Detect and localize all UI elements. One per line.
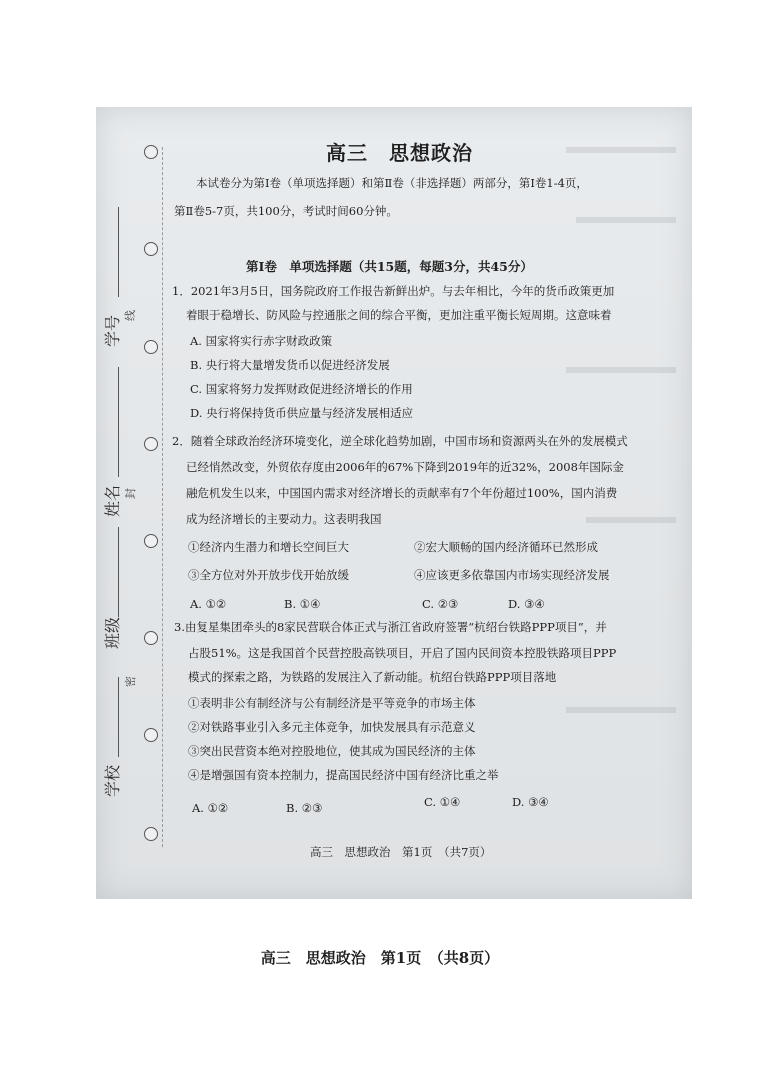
binding-hole bbox=[144, 728, 158, 742]
name-blank bbox=[118, 367, 119, 477]
photographed-exam-page bbox=[96, 107, 692, 899]
binding-hole bbox=[144, 534, 158, 548]
q2-line-1: 2．随着全球政治经济环境变化，逆全球化趋势加剧，中国市场和资源两头在外的发展模式 bbox=[172, 434, 628, 448]
school-blank bbox=[118, 677, 119, 757]
mark-seal: 封 bbox=[124, 488, 137, 499]
q2-option-a: A. ①② bbox=[190, 597, 227, 611]
q2-statement-2: ②宏大顺畅的国内经济循环已然形成 bbox=[414, 540, 598, 554]
q2-statement-3: ③全方位对外开放步伐开始放缓 bbox=[188, 568, 349, 582]
q3-statement-3: ③突出民营资本绝对控股地位，使其成为国民经济的主体 bbox=[188, 744, 476, 758]
class-blank bbox=[118, 527, 119, 617]
mark-secret: 密 bbox=[124, 676, 137, 687]
binding-dashed-line bbox=[162, 147, 163, 847]
binding-hole bbox=[144, 827, 158, 841]
intro-line-2: 第Ⅱ卷5-7页，共100分，考试时间60分钟。 bbox=[174, 204, 398, 218]
label-school: 学校 bbox=[103, 764, 122, 797]
show-through-text bbox=[586, 517, 676, 523]
binding-hole bbox=[144, 631, 158, 645]
intro-line-1: 本试卷分为第Ⅰ卷（单项选择题）和第Ⅱ卷（非选择题）两部分，第Ⅰ卷1-4页， bbox=[196, 176, 588, 190]
q2-statement-4: ④应该更多依靠国内市场实现经济发展 bbox=[414, 568, 610, 582]
q2-statement-1: ①经济内生潜力和增长空间巨大 bbox=[188, 540, 349, 554]
outer-page-footer: 高三 思想政治 第1页 （共8页） bbox=[260, 949, 500, 967]
section-heading: 第Ⅰ卷 单项选择题（共15题，每题3分，共45分） bbox=[246, 259, 533, 274]
q1-option-c: C. 国家将努力发挥财政促进经济增长的作用 bbox=[190, 382, 413, 396]
q2-line-3: 融危机发生以来，中国国内需求对经济增长的贡献率有7个年份超过100%，国内消费 bbox=[186, 486, 618, 500]
q2-line-4: 成为经济增长的主要动力。这表明我国 bbox=[186, 512, 382, 526]
q3-statement-1: ①表明非公有制经济与公有制经济是平等竞争的市场主体 bbox=[188, 696, 476, 710]
binding-hole bbox=[144, 242, 158, 256]
q3-statement-4: ④是增强国有资本控制力，提高国民经济中国有经济比重之举 bbox=[188, 768, 499, 782]
q2-option-c: C. ②③ bbox=[422, 597, 459, 611]
q2-option-b: B. ①④ bbox=[284, 597, 321, 611]
binding-hole bbox=[144, 437, 158, 451]
label-name: 姓名 bbox=[103, 484, 122, 517]
q3-option-c: C. ①④ bbox=[424, 795, 461, 809]
q3-option-b: B. ②③ bbox=[286, 801, 323, 815]
student-id-blank bbox=[118, 207, 119, 297]
label-class: 班级 bbox=[103, 616, 122, 649]
show-through-text bbox=[566, 367, 676, 373]
label-student-id: 学号 bbox=[103, 314, 122, 347]
inner-page-footer: 高三 思想政治 第1页 （共7页） bbox=[310, 845, 492, 859]
q1-line-1: 1．2021年3月5日，国务院政府工作报告新鲜出炉。与去年相比，今年的货币政策更加 bbox=[172, 284, 615, 298]
q3-option-d: D. ③④ bbox=[512, 795, 549, 809]
q3-option-a: A. ①② bbox=[192, 801, 229, 815]
q2-line-2: 已经悄然改变，外贸依存度由2006年的67%下降到2019年的近32%，2008年国际金 bbox=[186, 460, 624, 474]
q3-line-1: 3.由复星集团牵头的8家民营联合体正式与浙江省政府签署“杭绍台铁路PPP项目”，并 bbox=[174, 620, 607, 634]
q1-line-2: 着眼于稳增长、防风险与控通胀之间的综合平衡，更加注重平衡长短周期。这意味着 bbox=[186, 308, 612, 322]
show-through-text bbox=[566, 147, 676, 153]
q1-option-b: B. 央行将大量增发货币以促进经济发展 bbox=[190, 358, 390, 372]
mark-line: 线 bbox=[124, 310, 137, 321]
q1-option-d: D. 央行将保持货币供应量与经济发展相适应 bbox=[190, 406, 414, 420]
q1-option-a: A. 国家将实行赤字财政政策 bbox=[190, 334, 333, 348]
q2-option-d: D. ③④ bbox=[508, 597, 545, 611]
show-through-text bbox=[576, 217, 676, 223]
binding-hole bbox=[144, 145, 158, 159]
show-through-text bbox=[566, 707, 676, 713]
q3-line-2: 占股51%。这是我国首个民营控股高铁项目，开启了国内民间资本控股铁路项目PPP bbox=[188, 646, 617, 660]
q3-statement-2: ②对铁路事业引入多元主体竞争，加快发展具有示范意义 bbox=[188, 720, 476, 734]
binding-hole bbox=[144, 340, 158, 354]
page-title: 高三 思想政治 bbox=[326, 141, 473, 165]
q3-line-3: 模式的探索之路，为铁路的发展注入了新动能。杭绍台铁路PPP项目落地 bbox=[188, 670, 557, 684]
